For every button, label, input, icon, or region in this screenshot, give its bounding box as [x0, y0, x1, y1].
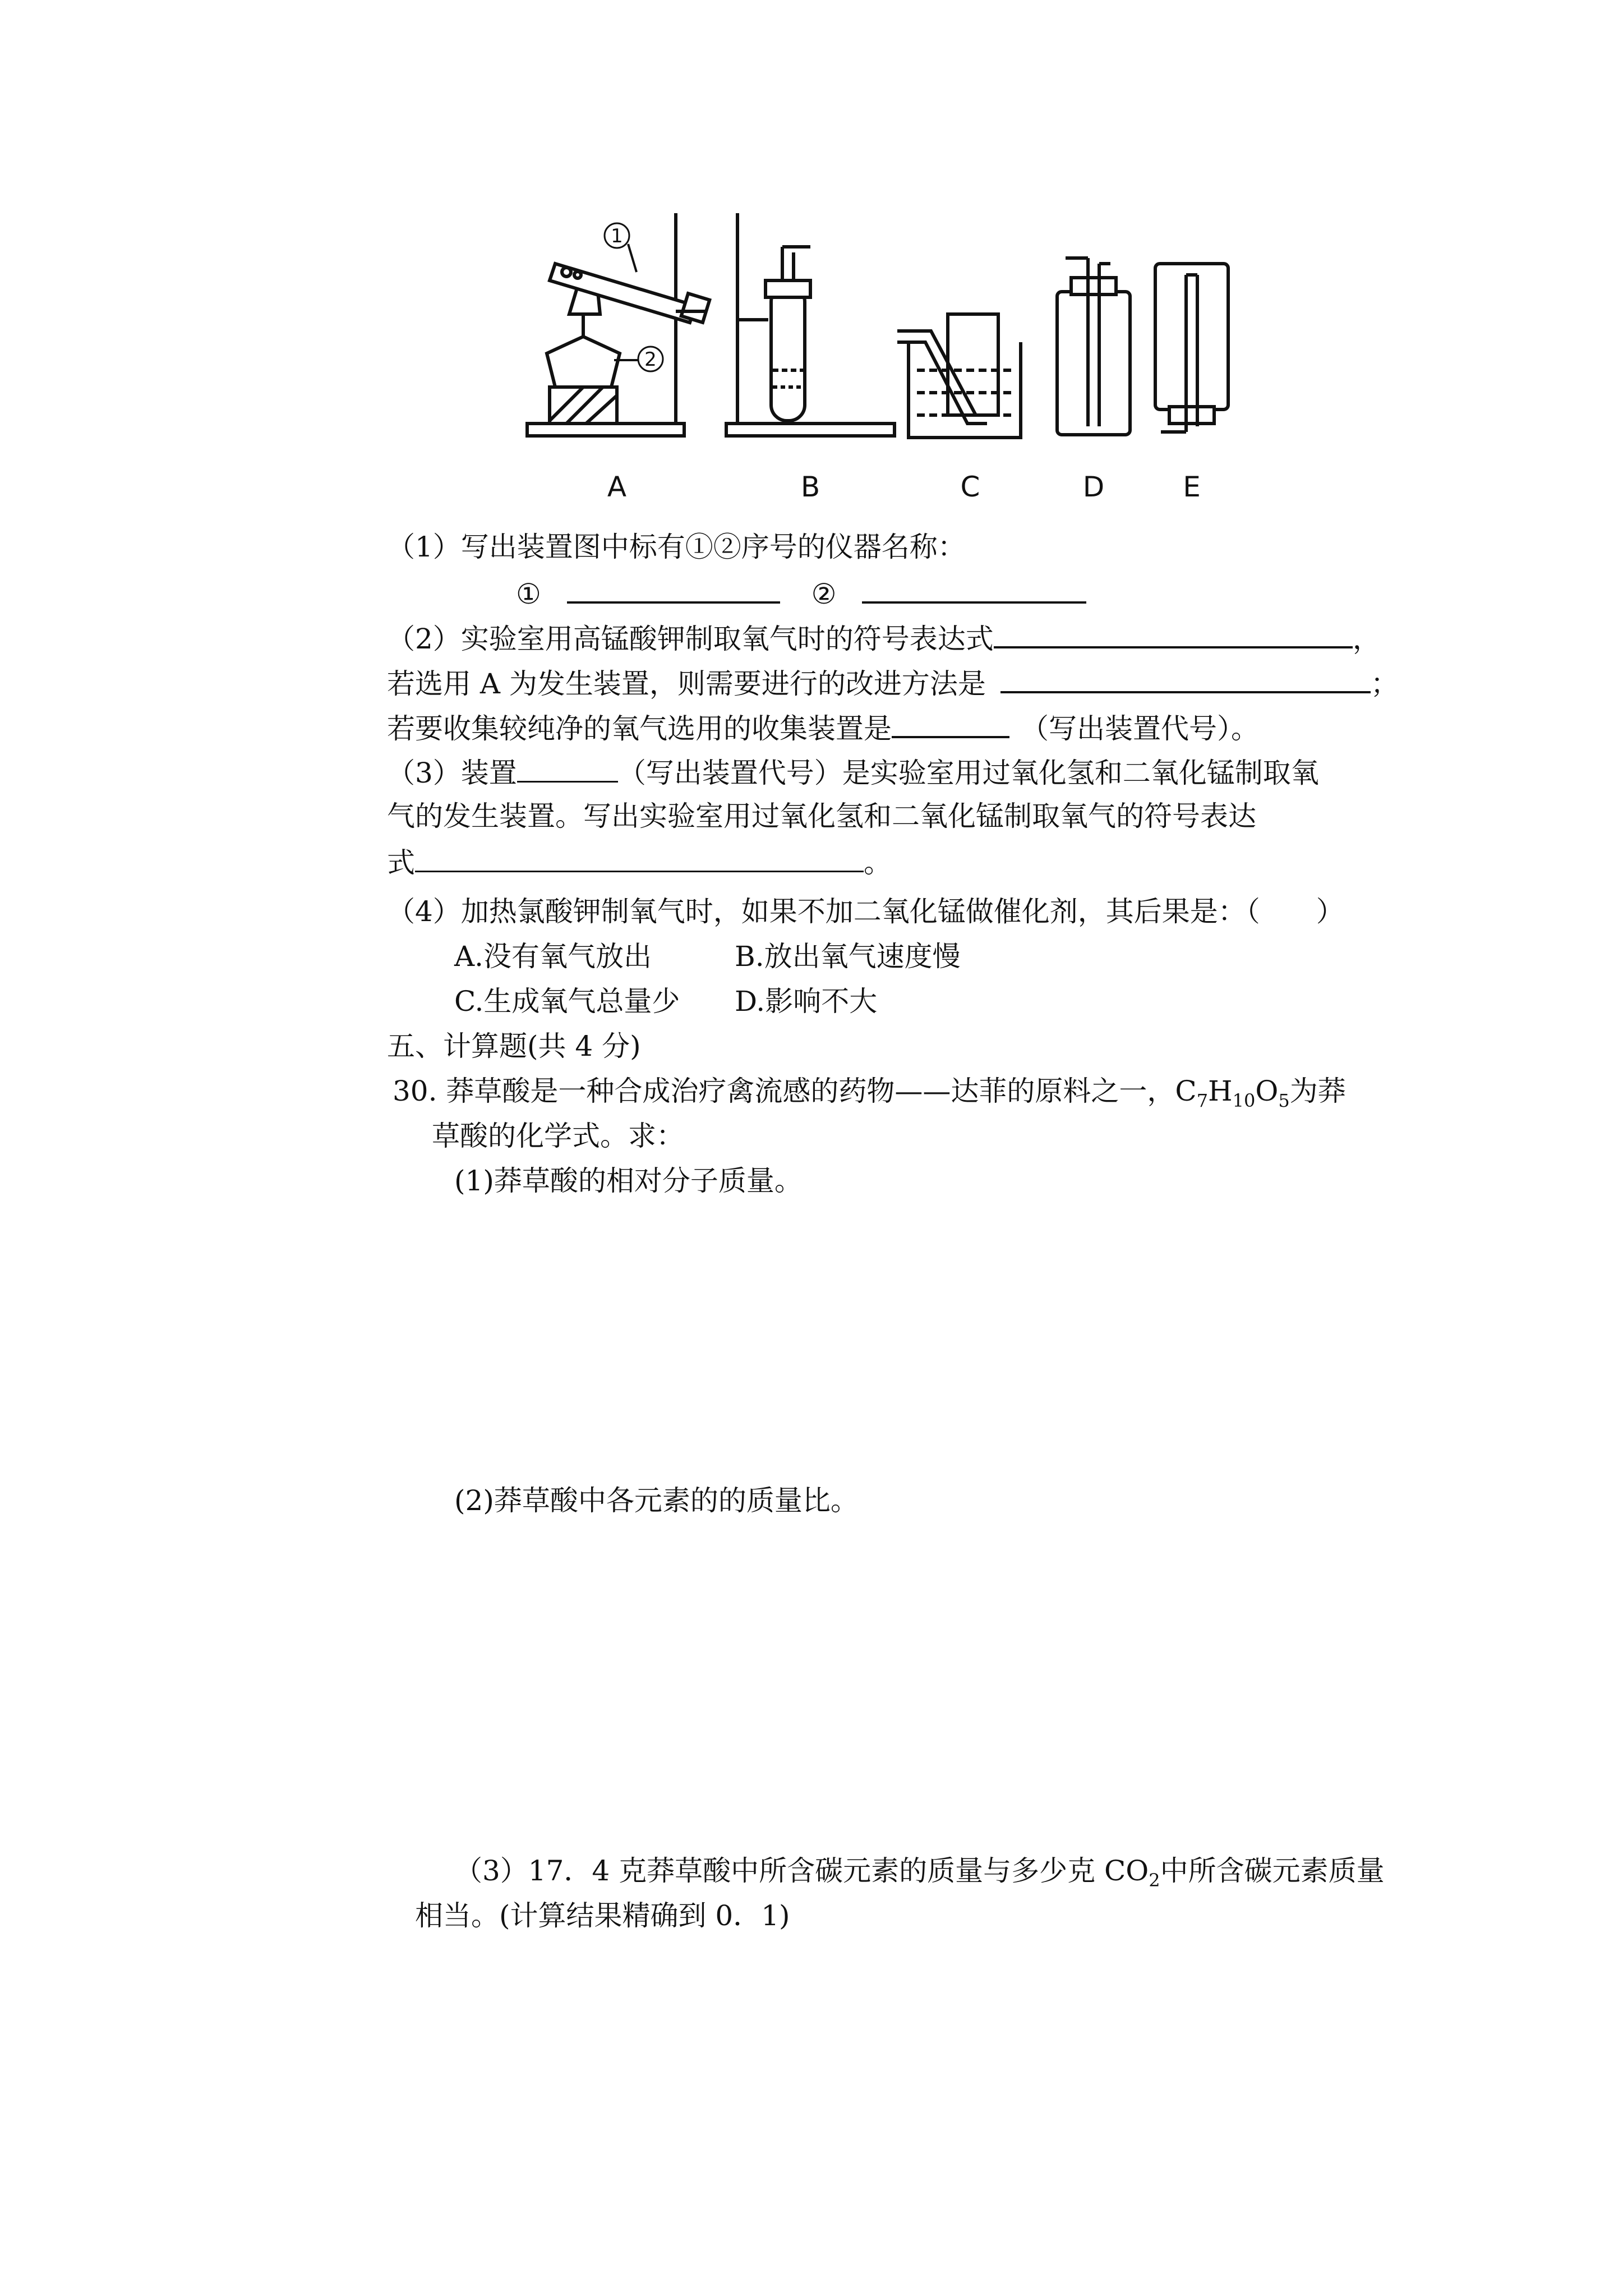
- q4-option-d[interactable]: D.影响不大: [735, 985, 878, 1018]
- label-b: B: [800, 471, 820, 503]
- q30-part1: (1)莽草酸的相对分子质量。: [454, 1165, 803, 1197]
- q30-line2: 草酸的化学式。求：: [432, 1120, 684, 1152]
- label-e: E: [1183, 471, 1201, 503]
- q30-part3-a: （3）17．4 克莽草酸中所含碳元素的质量与多少克 CO: [454, 1855, 1149, 1887]
- q1-blank2[interactable]: [862, 572, 1086, 604]
- q30-part3: [454, 1851, 1385, 1890]
- label-a: A: [607, 471, 627, 503]
- apparatus-figure: [505, 202, 1290, 516]
- q30-part2: (2)莽草酸中各元素的的质量比。: [454, 1484, 859, 1517]
- q2-line1-end: ，: [1352, 623, 1381, 655]
- q2-blank-improvement[interactable]: [1000, 662, 1371, 693]
- q2-line3-end: （写出装置代号）。: [1021, 712, 1259, 745]
- q4-prompt: （4）加热氯酸钾制氧气时，如果不加二氧化锰做催化剂，其后果是：（ ）: [387, 895, 1344, 928]
- apparatus-c-drawing: [897, 314, 1021, 438]
- q3-line3-end: 。: [864, 846, 892, 879]
- apparatus-b-drawing: [726, 213, 895, 436]
- label-c: C: [960, 471, 980, 503]
- q2-line3-text: 若要收集较纯净的氧气选用的收集装置是: [387, 712, 892, 745]
- q1-answer-row: [516, 572, 1086, 614]
- marker-2: [614, 347, 663, 371]
- q30-part3-line2: 相当。(计算结果精确到 0．1): [415, 1899, 790, 1932]
- q2-line2-text: 若选用 A 为发生装置，则需要进行的改进方法是: [387, 668, 986, 700]
- q1-blank1[interactable]: [567, 572, 780, 604]
- q2-line1: [387, 617, 1381, 659]
- q2-line1-text: （2）实验室用高锰酸钾制取氧气时的符号表达式: [387, 623, 994, 655]
- q3-line1-b: （写出装置代号）是实验室用过氧化氢和二氧化锰制取氧: [617, 757, 1319, 789]
- q2-blank-equation[interactable]: [994, 617, 1353, 648]
- svg-text:1: 1: [611, 225, 623, 247]
- q3-blank-device[interactable]: [517, 752, 618, 783]
- q30-line1-b: 为莽: [1289, 1075, 1346, 1107]
- q3-line3-a: 式: [387, 846, 415, 879]
- q3-line1-a: （3）装置: [387, 757, 517, 789]
- apparatus-d-drawing: [1057, 258, 1130, 435]
- q2-line2: [387, 662, 1399, 703]
- q1-mark1: ①: [516, 578, 541, 610]
- q30-formula: $C_7H_{10}O_5$: [1175, 1075, 1290, 1111]
- q4-option-b[interactable]: B.放出氧气速度慢: [735, 940, 961, 973]
- marker-1: [605, 223, 637, 272]
- q2-line3: [387, 707, 1259, 748]
- q1-prompt: （1）写出装置图中标有①②序号的仪器名称：: [387, 531, 966, 563]
- q30-part3-b: 中所含碳元素质量: [1160, 1855, 1385, 1887]
- q3-line3: [387, 841, 892, 882]
- q30-line1: [393, 1071, 1346, 1111]
- q2-line2-end: ；: [1370, 668, 1399, 700]
- q30-part3-sub: 2: [1149, 1870, 1160, 1891]
- q3-blank-equation[interactable]: [415, 841, 864, 872]
- q4-option-a[interactable]: A.没有氧气放出: [454, 940, 652, 973]
- label-d: D: [1082, 471, 1105, 503]
- section5-heading: 五、计算题(共 4 分): [387, 1030, 641, 1062]
- q4-option-c[interactable]: C.生成氧气总量少: [454, 985, 680, 1018]
- q30-line1-a: 30. 莽草酸是一种合成治疗禽流感的药物——达菲的原料之一，: [393, 1075, 1175, 1107]
- q2-blank-collector[interactable]: [892, 707, 1009, 738]
- apparatus-e-drawing: [1155, 264, 1228, 432]
- q3-line2: 气的发生装置。写出实验室用过氧化氢和二氧化锰制取氧气的符号表达: [387, 800, 1256, 832]
- q3-line1: [387, 752, 1319, 793]
- svg-text:2: 2: [644, 348, 657, 371]
- q1-mark2: ②: [811, 578, 837, 610]
